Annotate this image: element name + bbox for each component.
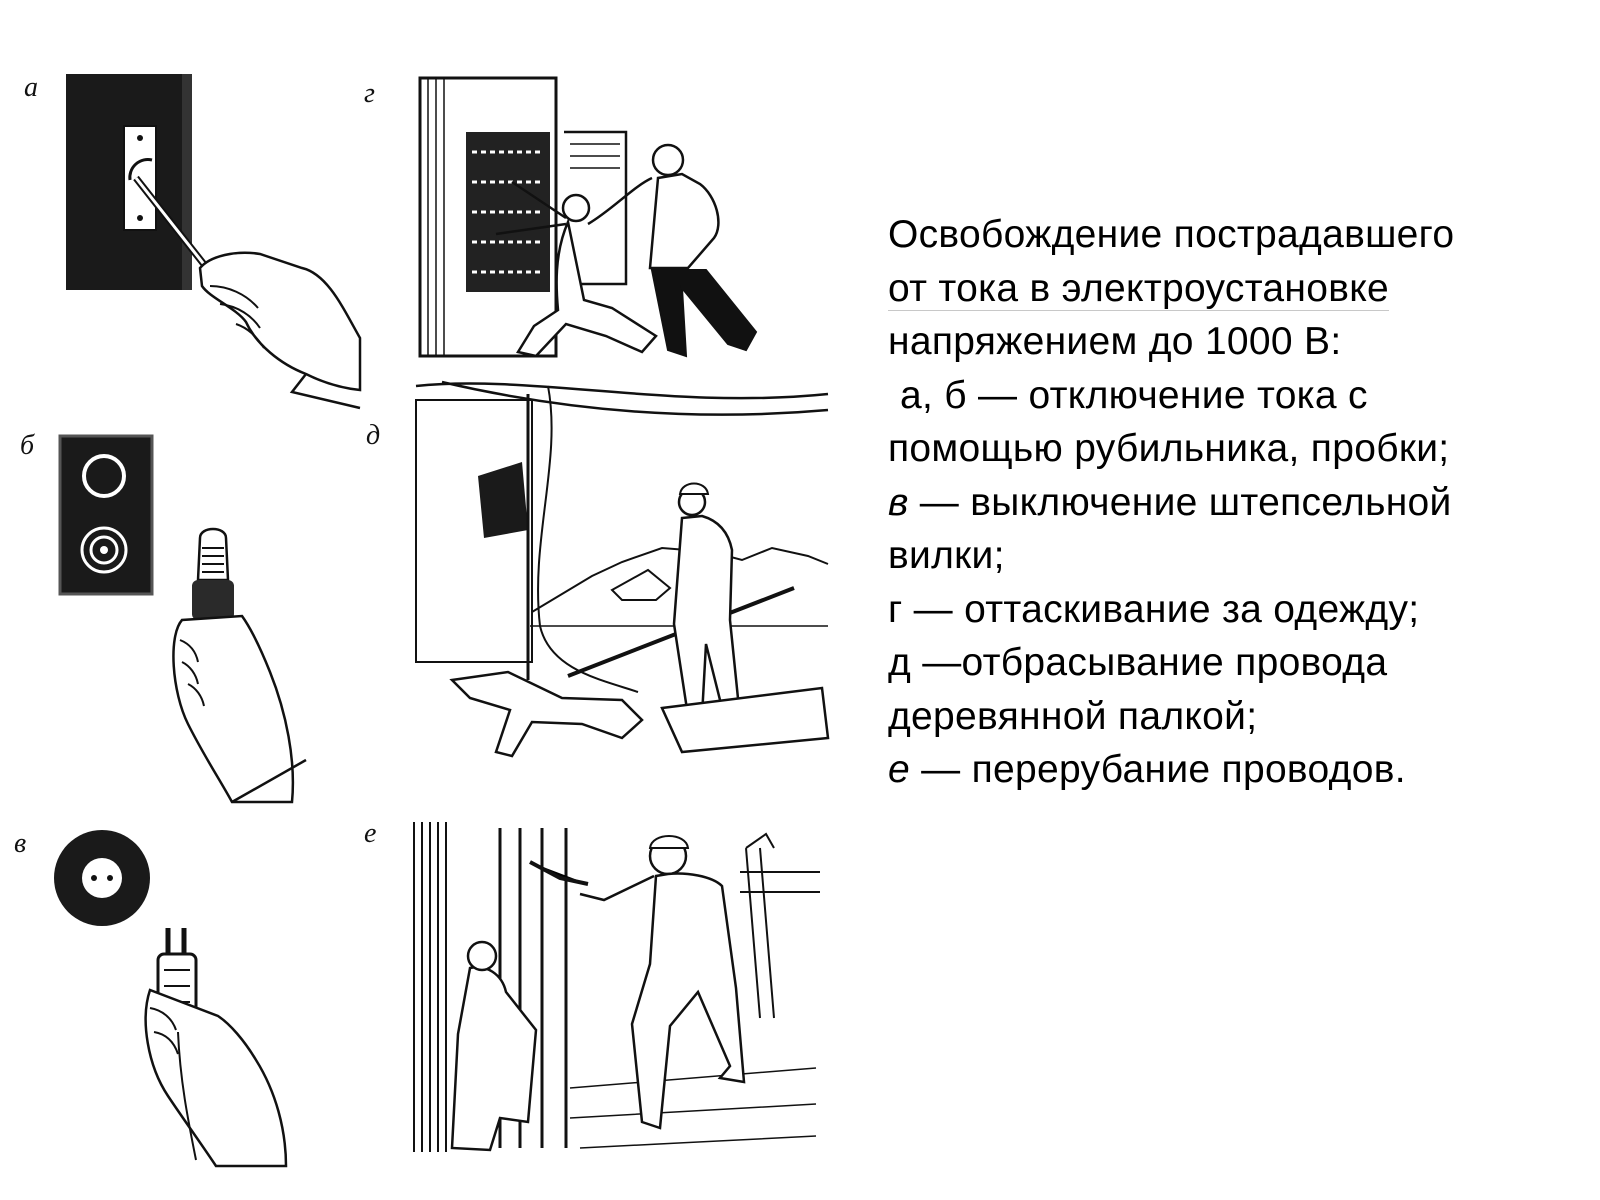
caption-title-line-1: Освобождение пострадавшего — [888, 213, 1455, 256]
caption-title-line-2 — [888, 262, 1588, 316]
caption-item-v-letter: в — [888, 480, 909, 524]
caption-item-g: г — оттаскивание за одежду; — [888, 587, 1420, 631]
caption-item-v-cont: вилки; — [888, 534, 1005, 577]
plate-letter-b: б — [20, 430, 35, 461]
power-plug-icon — [50, 820, 320, 1170]
caption-item-d: д —отбрасывание провода — [888, 641, 1388, 684]
figure-caption — [888, 208, 1588, 797]
caption-item-v-text: — выключение штепсельной — [908, 480, 1452, 524]
plate-letter-a: а — [24, 72, 38, 103]
fuse-plug-icon — [56, 430, 316, 810]
caption-item-e-text: — перерубание проводов. — [910, 748, 1406, 791]
caption-item-ab: а, б — отключение тока с — [900, 373, 1368, 417]
throw-wire-stick-icon — [412, 380, 832, 780]
caption-item-v — [888, 476, 1588, 530]
knife-switch-icon — [60, 60, 370, 410]
plate-letter-d: д — [366, 420, 381, 451]
caption-title-line-2-text: от тока в электроустановке — [888, 266, 1390, 310]
plate-letter-v: в — [14, 828, 27, 859]
caption-title-line-3: напряжением до 1000 В: — [888, 320, 1342, 363]
caption-item-ab-cont: помощью рубильника, пробки; — [888, 427, 1450, 470]
caption-item-e — [888, 743, 1588, 797]
pull-victim-icon — [416, 74, 836, 374]
cut-wires-axe-icon — [410, 818, 820, 1158]
plate-letter-e: е — [364, 818, 377, 849]
plate-letter-g: г — [364, 78, 375, 109]
caption-item-d-cont: деревянной палкой; — [888, 694, 1258, 738]
caption-item-e-letter: е — [888, 748, 910, 791]
